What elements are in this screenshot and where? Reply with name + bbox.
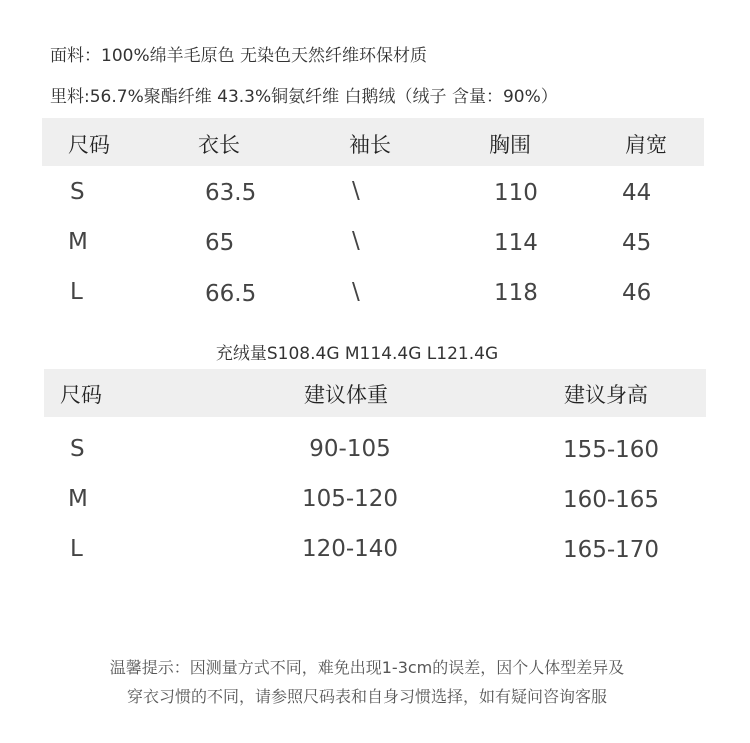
- recommend-header-size: 尺码: [60, 383, 102, 407]
- shoulder-cell: 46: [622, 280, 652, 306]
- height-cell: 165-170: [562, 537, 660, 563]
- length-cell: 63.5: [205, 180, 257, 206]
- length-cell: 66.5: [205, 281, 257, 307]
- tip-line-1: 温馨提示：因测量方式不同，难免出现1-3cm的误差，因个人体型差异及: [109, 658, 625, 677]
- chest-cell: 110: [494, 180, 538, 206]
- fill-weight-note: 充绒量S108.4G M114.4G L121.4G: [215, 344, 499, 364]
- size-cell: M: [68, 486, 88, 512]
- chest-cell: 114: [494, 230, 538, 256]
- size-cell: L: [70, 536, 83, 562]
- tip-line-2: 穿衣习惯的不同，请参照尺码表和自身习惯选择，如有疑问咨询客服: [126, 687, 607, 706]
- size-cell: M: [68, 229, 88, 255]
- shoulder-cell: 45: [622, 230, 652, 256]
- length-cell: 65: [205, 230, 235, 256]
- fabric-lining-line: 里料:56.7%聚酯纤维 43.3%铜氨纤维 白鹅绒（绒子 含量：90%）: [50, 87, 558, 107]
- recommend-header-weight: 建议体重: [304, 383, 388, 407]
- shoulder-cell: 44: [622, 180, 652, 206]
- weight-cell: 105-120: [301, 486, 399, 512]
- height-cell: 155-160: [562, 437, 660, 463]
- sleeve-cell: \: [352, 178, 360, 204]
- size-header-sleeve: 袖长: [349, 133, 391, 157]
- sleeve-cell: \: [352, 279, 360, 305]
- height-cell: 160-165: [562, 487, 660, 513]
- recommend-header-height: 建议身高: [564, 383, 648, 407]
- size-cell: S: [70, 436, 85, 462]
- chest-cell: 118: [494, 280, 538, 306]
- size-cell: S: [70, 179, 85, 205]
- fabric-outer-line: 面料：100%绵羊毛原色 无染色天然纤维环保材质: [50, 46, 428, 66]
- size-cell: L: [70, 279, 83, 305]
- weight-cell: 120-140: [301, 536, 399, 562]
- size-header-size: 尺码: [68, 133, 110, 157]
- sleeve-cell: \: [352, 228, 360, 254]
- size-header-length: 衣长: [198, 133, 240, 157]
- size-header-chest: 胸围: [489, 133, 531, 157]
- size-header-shoulder: 肩宽: [625, 133, 667, 157]
- weight-cell: 90-105: [309, 436, 391, 462]
